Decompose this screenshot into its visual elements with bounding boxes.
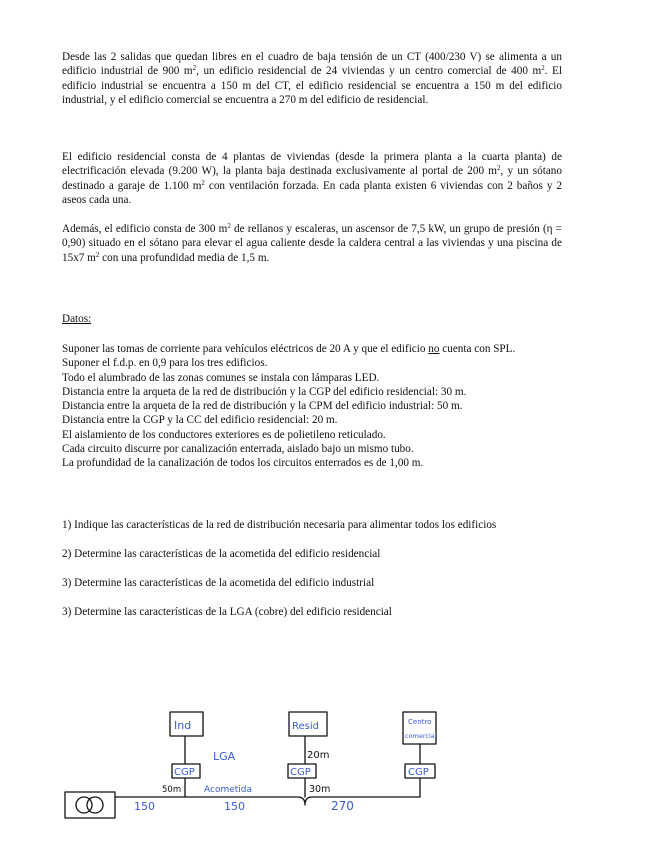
question-1-text: 1) Indique las características de la red de distribución necesaria para alimentar todos los edificios: [62, 519, 497, 531]
datos-line: Distancia entre la arqueta de la red de distribución y la CPM del edificio industrial: 50 m.: [62, 400, 463, 413]
label-cgp-3: CGP: [408, 767, 429, 778]
label-150-a: 150: [134, 800, 155, 813]
superscript: 2: [201, 178, 205, 187]
p1-text-a: Desde las 2 salidas que quedan libres en el cuadro de baja tensión de un CT (400/230 V) se alimenta a un edificio industrial de 900 m: [62, 51, 562, 78]
label-50m: 50m: [162, 785, 182, 795]
distribution-line: [115, 797, 420, 805]
label-acometida: Acometida: [204, 785, 253, 795]
datos-line-1-no: no: [428, 343, 440, 355]
label-cgp-2: CGP: [290, 767, 311, 778]
datos-line: Distancia entre la arqueta de la red de distribución y la CGP del edificio residencial: 30 m.: [62, 385, 467, 398]
p2-text-c: con ventilación forzada. En cada planta existen 6 viviendas con 2 baños y 2 aseos cada una.: [62, 179, 562, 206]
label-270: 270: [331, 799, 354, 813]
sketch-labels: [134, 718, 437, 813]
label-comercial: comercial: [405, 732, 437, 740]
datos-line: Todo el alumbrado de las zonas comunes se instala con lámparas LED.: [62, 371, 380, 384]
p3-text-c: con una profundidad media de 1,5 m.: [99, 251, 270, 264]
transformer-box: [65, 792, 115, 818]
transformer-coil-2: [87, 797, 103, 813]
label-cgp-1: CGP: [174, 767, 195, 778]
superscript: 2: [541, 64, 545, 73]
superscript: 2: [192, 64, 197, 73]
question-2-text: 2) Determine las características de la acometida del edificio residencial: [62, 548, 381, 560]
label-lga: LGA: [213, 750, 236, 763]
p2-text-a: El edificio residencial consta de 4 plantas de viviendas (desde la primera planta a la cuarta planta) de electrificación elevada (9.200 W), la planta baja destinada exclusivamente al portal de 200 m: [62, 151, 562, 178]
datos-line: El aislamiento de los conductores exteriores es de polietileno reticulado.: [62, 428, 386, 441]
label-30m: 30m: [309, 784, 331, 795]
p1-text-c: . El edificio industrial se encuentra a 150 m del CT, el edificio residencial se encuentra a 150 m del edificio industrial, y el edificio comercial se encuentra a 270 m del edificio de residencial.: [62, 65, 562, 106]
question-3-text: 3) Determine las características de la acometida del edificio industrial: [62, 577, 375, 589]
p3-text-a: Además, el edificio consta de 300 m: [62, 223, 228, 235]
p3-text-b: de rellanos y escaleras, un ascensor de 7,5 kW, un grupo de presión (η = 0,90) situado en el sótano para elevar el agua caliente desde la caldera central a las viviendas y una piscina de 15x7 m: [62, 223, 562, 264]
datos-line: Suponer el f.d.p. en 0,9 para los tres edificios.: [62, 357, 268, 370]
datos-line: Cada circuito discurre por canalización enterrada, aislado bajo un mismo tubo.: [62, 443, 414, 456]
datos-heading: Datos:: [62, 313, 92, 325]
question-4-text: 3) Determine las características de la LGA (cobre) del edificio residencial: [62, 606, 392, 618]
label-resid: Resid: [292, 721, 319, 732]
label-150-b: 150: [224, 800, 245, 813]
label-centro: Centro: [408, 718, 432, 726]
datos-line: Distancia entre la CGP y la CC del edificio residencial: 20 m.: [62, 414, 338, 427]
datos-line-1-b: cuenta con SPL.: [439, 343, 516, 355]
p2-text-b: , y un sótano destinado a garaje de 1.100 m: [62, 165, 562, 192]
label-ind: Ind: [174, 719, 192, 732]
superscript: 2: [95, 250, 100, 259]
datos-line: La profundidad de la canalización de todos los circuitos enterrados es de 1,00 m.: [62, 457, 424, 470]
superscript: 2: [497, 164, 501, 173]
p1-text-b: , un edificio residencial de 24 viviendas y un centro comercial de 400 m: [196, 65, 542, 78]
datos-line-1-a: Suponer las tomas de corriente para vehículos eléctricos de 20 A y que el edificio: [62, 343, 429, 355]
superscript: 2: [227, 222, 231, 230]
label-20m: 20m: [307, 750, 330, 761]
